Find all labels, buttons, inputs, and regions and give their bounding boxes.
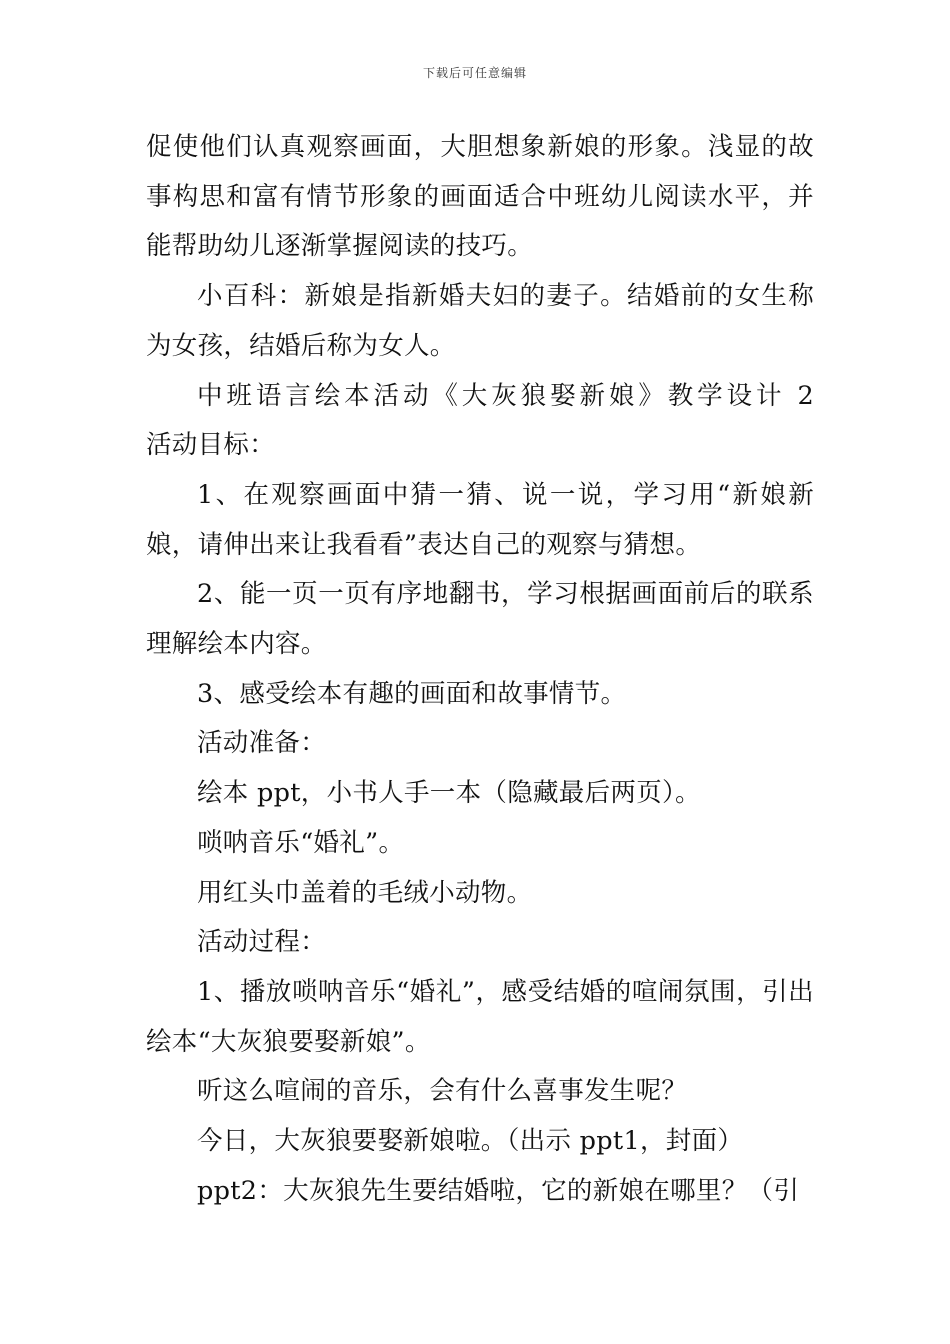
page-header: 下载后可任意编辑 bbox=[422, 66, 527, 80]
paragraph: 今日，大灰狼要娶新娘啦。（出示 ppt1，封面） bbox=[197, 1126, 744, 1157]
paragraph: 活动过程： bbox=[197, 927, 327, 958]
paragraph: 3、感受绘本有趣的画面和故事情节。 bbox=[197, 678, 627, 709]
paragraph: 小百科：新娘是指新婚夫妇的妻子。结婚前的女生称为女孩，结婚后称为女人。 bbox=[146, 281, 814, 361]
paragraph: 唢呐音乐“婚礼”。 bbox=[197, 827, 405, 858]
paragraph: 听这么喧闹的音乐，会有什么喜事发生呢？ bbox=[197, 1076, 688, 1107]
paragraph: 1、在观察画面中猜一猜、说一说，学习用“新娘新娘，请伸出来让我看看”表达自己的观察与猜想。 bbox=[146, 479, 814, 560]
paragraph: 1、播放唢呐音乐“婚礼”，感受结婚的喧闹氛围，引出绘本“大灰狼要娶新娘”。 bbox=[146, 976, 814, 1057]
paragraph: 绘本 ppt，小书人手一本（隐藏最后两页）。 bbox=[197, 778, 701, 809]
paragraph: 用红头巾盖着的毛绒小动物。 bbox=[197, 877, 533, 908]
document-body bbox=[146, 123, 866, 1216]
paragraph: 2、能一页一页有序地翻书，学习根据画面前后的联系理解绘本内容。 bbox=[146, 579, 814, 660]
paragraph: 活动准备： bbox=[197, 728, 327, 759]
paragraph: 中班语言绘本活动《大灰狼娶新娘》教学设计 2 活动目标： bbox=[146, 380, 866, 461]
paragraph: ppt2：大灰狼先生要结婚啦，它的新娘在哪里？（引 bbox=[197, 1175, 800, 1206]
paragraph: 促使他们认真观察画面，大胆想象新娘的形象。浅显的故事构思和富有情节形象的画面适合中班幼儿阅读水平，并能帮助幼儿逐渐掌握阅读的技巧。 bbox=[146, 132, 814, 262]
